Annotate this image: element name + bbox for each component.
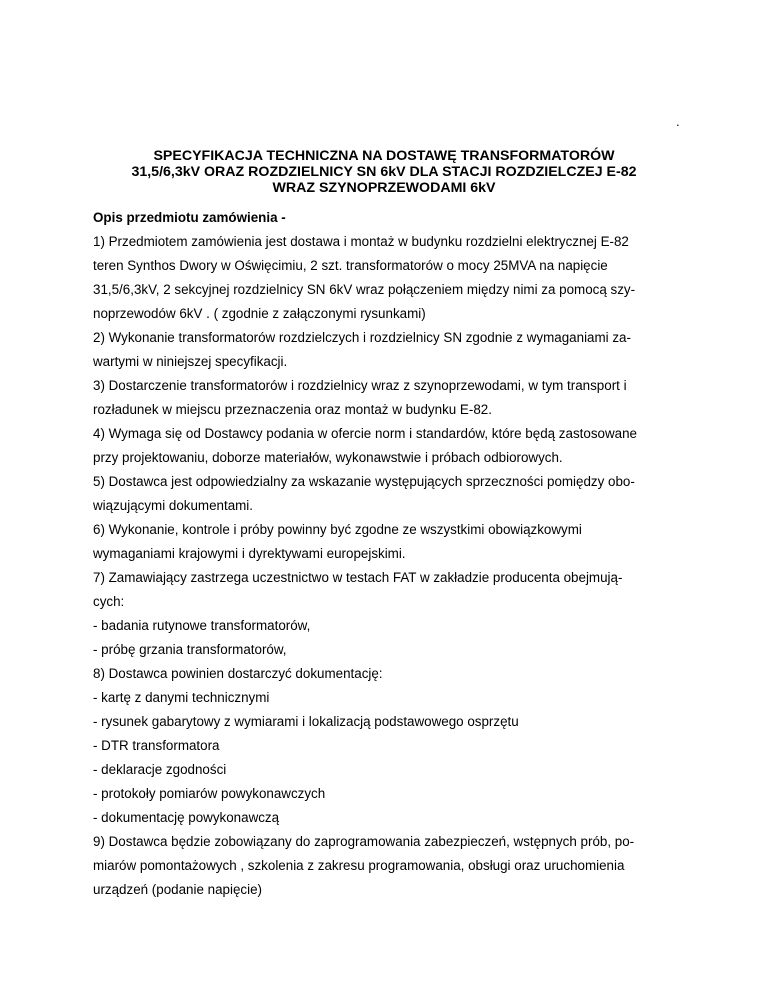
body-line: 3) Dostarczenie transformatorów i rozdzielnicy wraz z szynoprzewodami, w tym transport i	[93, 378, 627, 393]
body-line: 2) Wykonanie transformatorów rozdzielczych i rozdzielnicy SN zgodnie z wymaganiami za-	[93, 330, 631, 345]
body-line: cych:	[93, 594, 125, 609]
body-line: miarów pomontażowych , szkolenia z zakresu programowania, obsługi oraz uruchomienia	[93, 858, 625, 873]
body-line: wiązującymi dokumentami.	[93, 498, 254, 513]
title-line: SPECYFIKACJA TECHNICZNA NA DOSTAWĘ TRANSFORMATORÓW	[153, 148, 615, 164]
body-line: wymaganiami krajowymi i dyrektywami europejskimi.	[93, 546, 406, 561]
body-line: 9) Dostawca będzie zobowiązany do zaprogramowania zabezpieczeń, wstępnych prób, po-	[93, 834, 635, 849]
body-line: przy projektowaniu, doborze materiałów, wykonawstwie i próbach odbiorowych.	[93, 450, 563, 465]
body-line: 8) Dostawca powinien dostarczyć dokumentację:	[93, 666, 383, 681]
list-item: - protokoły pomiarów powykonawczych	[93, 786, 326, 801]
body-line: teren Synthos Dwory w Oświęcimiu, 2 szt. transformatorów o mocy 25MVA na napięcie	[93, 258, 608, 273]
document-body	[93, 206, 693, 902]
list-item: - DTR transformatora	[93, 738, 220, 753]
corner-mark: .	[676, 114, 680, 129]
list-item: - kartę z danymi technicznymi	[93, 690, 270, 705]
list-item: - badania rutynowe transformatorów,	[93, 618, 311, 633]
list-item: - dokumentację powykonawczą	[93, 810, 280, 825]
list-item: - rysunek gabarytowy z wymiarami i lokalizacją podstawowego osprzętu	[93, 714, 519, 729]
document-title	[0, 148, 768, 196]
body-line: rozładunek w miejscu przeznaczenia oraz montaż w budynku E-82.	[93, 402, 492, 417]
body-line: 7) Zamawiający zastrzega uczestnictwo w testach FAT w zakładzie producenta obejmują-	[93, 570, 623, 585]
title-line: 31,5/6,3kV ORAZ ROZDZIELNICY SN 6kV DLA STACJI ROZDZIELCZEJ E-82	[131, 164, 637, 180]
body-line: urządzeń (podanie napięcie)	[93, 882, 262, 897]
list-item: - próbę grzania transformatorów,	[93, 642, 287, 657]
body-line: wartymi w niniejszej specyfikacji.	[93, 354, 288, 369]
body-line: 6) Wykonanie, kontrole i próby powinny być zgodne ze wszystkimi obowiązkowymi	[93, 522, 582, 537]
list-item: - deklaracje zgodności	[93, 762, 227, 777]
body-line: 4) Wymaga się od Dostawcy podania w ofercie norm i standardów, które będą zastosowane	[93, 426, 637, 441]
body-line: 5) Dostawca jest odpowiedzialny za wskazanie występujących sprzeczności pomiędzy obo-	[93, 474, 635, 489]
title-line: WRAZ SZYNOPRZEWODAMI 6kV	[272, 180, 496, 196]
body-line: 1) Przedmiotem zamówienia jest dostawa i montaż w budynku rozdzielni elektrycznej E-82	[93, 234, 629, 249]
body-line: 31,5/6,3kV, 2 sekcyjnej rozdzielnicy SN 6kV wraz połączeniem między nimi za pomocą szy-	[93, 282, 636, 297]
body-line: noprzewodów 6kV . ( zgodnie z załączonymi rysunkami)	[93, 306, 426, 321]
section-heading: Opis przedmiotu zamówienia -	[93, 210, 286, 225]
